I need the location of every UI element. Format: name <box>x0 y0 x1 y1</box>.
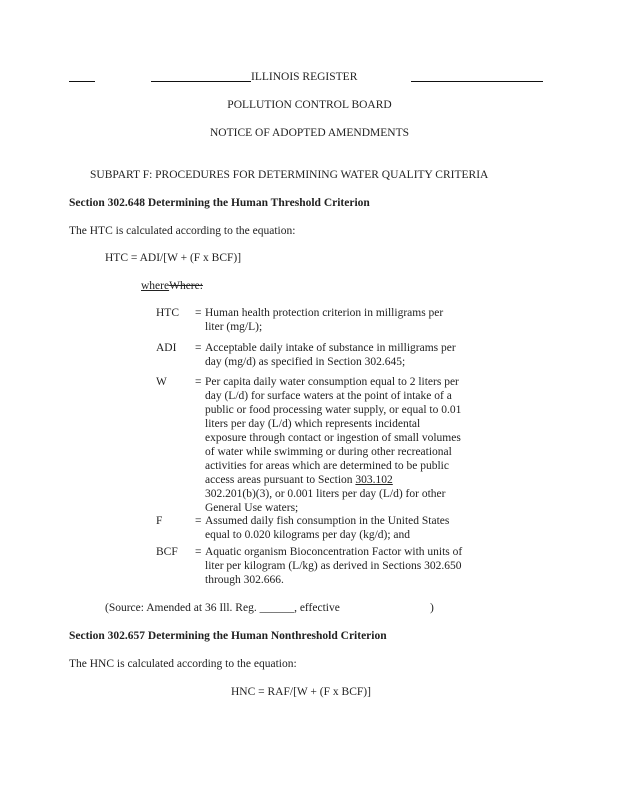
board-title: POLLUTION CONTROL BOARD <box>227 99 392 111</box>
definition-text: Aquatic organism Bioconcentration Factor with units of liter per kilogram (L/kg) as derived in Sections 302.650 through 302.666. <box>205 546 463 586</box>
section-657-heading: Section 302.657 Determining the Human Nonthreshold Criterion <box>69 630 387 642</box>
source-note: (Source: Amended at 36 Ill. Reg. ______, effective <box>105 602 340 614</box>
source-note-close: ) <box>430 602 434 614</box>
header-rule-left <box>69 81 95 82</box>
section-648-heading: Section 302.648 Determining the Human Threshold Criterion <box>69 197 370 209</box>
section-link-303-102: 303.102 <box>355 474 393 486</box>
equals-sign: = <box>195 307 202 319</box>
term-label: BCF <box>156 546 178 558</box>
header-rule-right <box>411 81 543 82</box>
section-657-intro: The HNC is calculated according to the equation: <box>69 658 297 670</box>
notice-title: NOTICE OF ADOPTED AMENDMENTS <box>209 127 410 139</box>
section-648-intro: The HTC is calculated according to the equation: <box>69 225 296 237</box>
htc-equation: HTC = ADI/[W + (F x BCF)] <box>105 252 242 264</box>
header-rule-middle <box>151 81 251 82</box>
term-label: HTC <box>156 307 179 319</box>
equals-sign: = <box>195 376 202 388</box>
definition-text: Acceptable daily intake of substance in milligrams per day (mg/d) as specified in Section 302.645; <box>205 342 456 368</box>
equals-sign: = <box>195 342 202 354</box>
register-title: ILLINOIS REGISTER <box>251 71 358 83</box>
subpart-title: SUBPART F: PROCEDURES FOR DETERMINING WATER QUALITY CRITERIA <box>90 169 489 181</box>
term-label: ADI <box>156 342 177 354</box>
where-inserted: where <box>141 280 170 292</box>
definition-text: Human health protection criterion in milligrams per liter (mg/L); <box>205 307 444 333</box>
where-deleted: Where: <box>169 280 203 292</box>
term-label: F <box>156 515 163 527</box>
hnc-equation: HNC = RAF/[W + (F x BCF)] <box>231 686 371 698</box>
equals-sign: = <box>195 515 202 527</box>
term-label: W <box>156 376 167 388</box>
definition-text: Per capita daily water consumption equal to 2 liters per day (L/d) for surface waters at the point of intake of a public or food processing water supply, or equal to 0.01 liters per day (L/d) which represents incidental exposure through contact or ingestion of small volumes of water while swimming or during other recreational activities for areas which are determined to be public access areas pursuant to Section 303.102 302.201(b)(3), or 0.001 liters per day (L/d) for other General Use waters; <box>205 376 462 514</box>
equals-sign: = <box>195 546 202 558</box>
where-line <box>141 279 203 293</box>
definition-text: Assumed daily fish consumption in the United States equal to 0.020 kilograms per day (kg/d); and <box>205 515 450 541</box>
